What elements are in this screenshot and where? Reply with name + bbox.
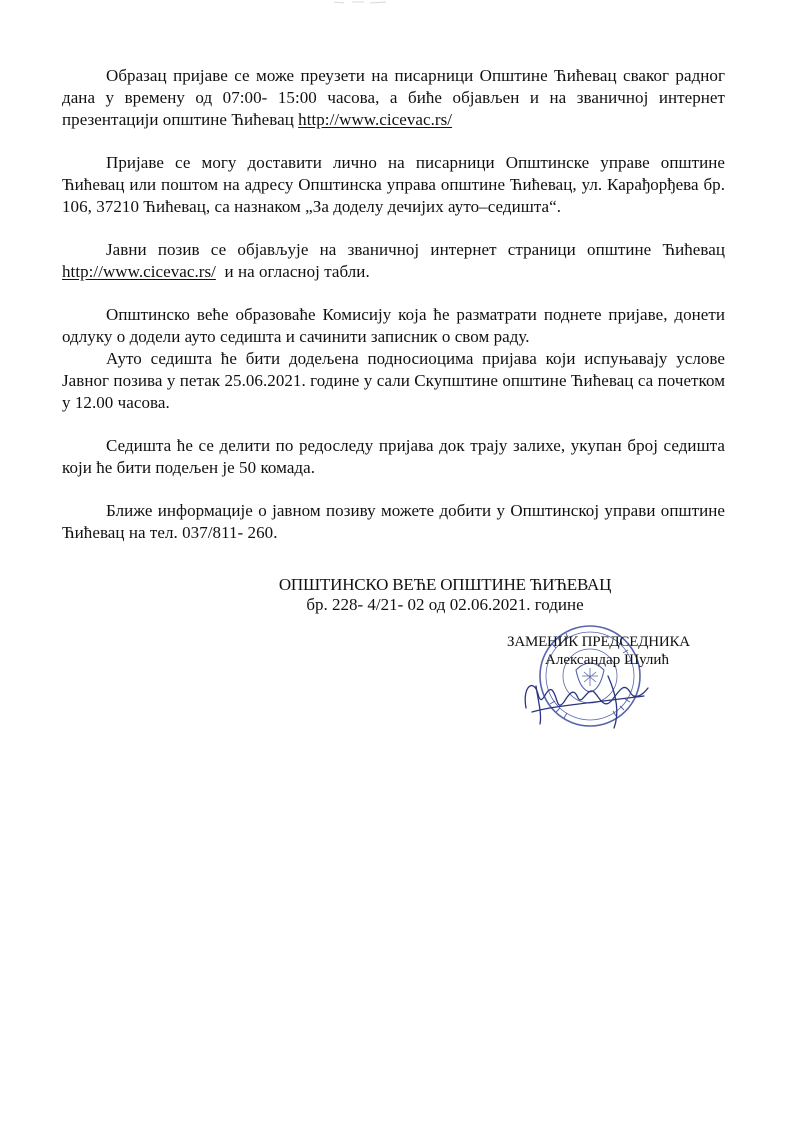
paragraph-stock: Седишта ће се делити по редоследу пријава док трају залихе, укупан број седишта који ће бити подељен је 50 комада. xyxy=(62,436,725,477)
signatory-role: ЗАМЕНИК ПРЕДСЕДНИКА xyxy=(507,634,690,650)
document-body xyxy=(62,65,725,544)
paragraph-publication xyxy=(62,239,725,283)
paragraph-publication-text: Јавни позив се објављује на званичној интернет страници општине Ћићевац xyxy=(106,240,725,259)
paragraph-form-download-text: Образац пријаве се може преузети на писарници Општине Ћићевац сваког радног дана у времену од 07:00- 15:00 часова, а биће објављен и на званичној интернет презентацији општине Ћићевац xyxy=(62,66,725,129)
paragraph-commission: Општинско веће образоваће Комисију која ће разматрати поднете пријаве, донети одлуку о додели ауто седишта и сачинити записник о свом раду. xyxy=(62,305,725,346)
website-link-2[interactable]: http://www.cicevac.rs/ xyxy=(62,262,216,281)
issuer-block xyxy=(200,575,690,615)
paragraph-publication-tail: и на огласној табли. xyxy=(215,262,370,281)
paragraph-contact: Ближе информације о јавном позиву можете добити у Општинској управи општине Ћићевац на тел. 037/811- 260. xyxy=(62,501,725,542)
issuer-reference: бр. 228- 4/21- 02 од 02.06.2021. године xyxy=(306,595,584,614)
signatory-name: Александар Шулић xyxy=(545,652,669,668)
website-link-1[interactable]: http://www.cicevac.rs/ xyxy=(298,110,453,129)
paragraph-submission: Пријаве се могу доставити лично на писарници Општинске управе општине Ћићевац или поштом на адресу Општинска управа општине Ћићевац, ул. Карађорђева бр. 106, 37210 Ћићевац, са назнаком „За доделу дечијих ауто–седишта“. xyxy=(62,153,725,216)
issuer-name: ОПШТИНСКО ВЕЋЕ ОПШТИНЕ ЋИЋЕВАЦ xyxy=(278,575,612,594)
paragraph-distribution-date: Ауто седишта ће бити додељена подносиоцима пријава који испуњавају услове Јавног позива у петак 25.06.2021. године у сали Скупштине општине Ћићевац са почетком у 12.00 часова. xyxy=(62,349,725,412)
paragraph-form-download xyxy=(62,65,725,131)
scan-artifact xyxy=(330,0,390,10)
